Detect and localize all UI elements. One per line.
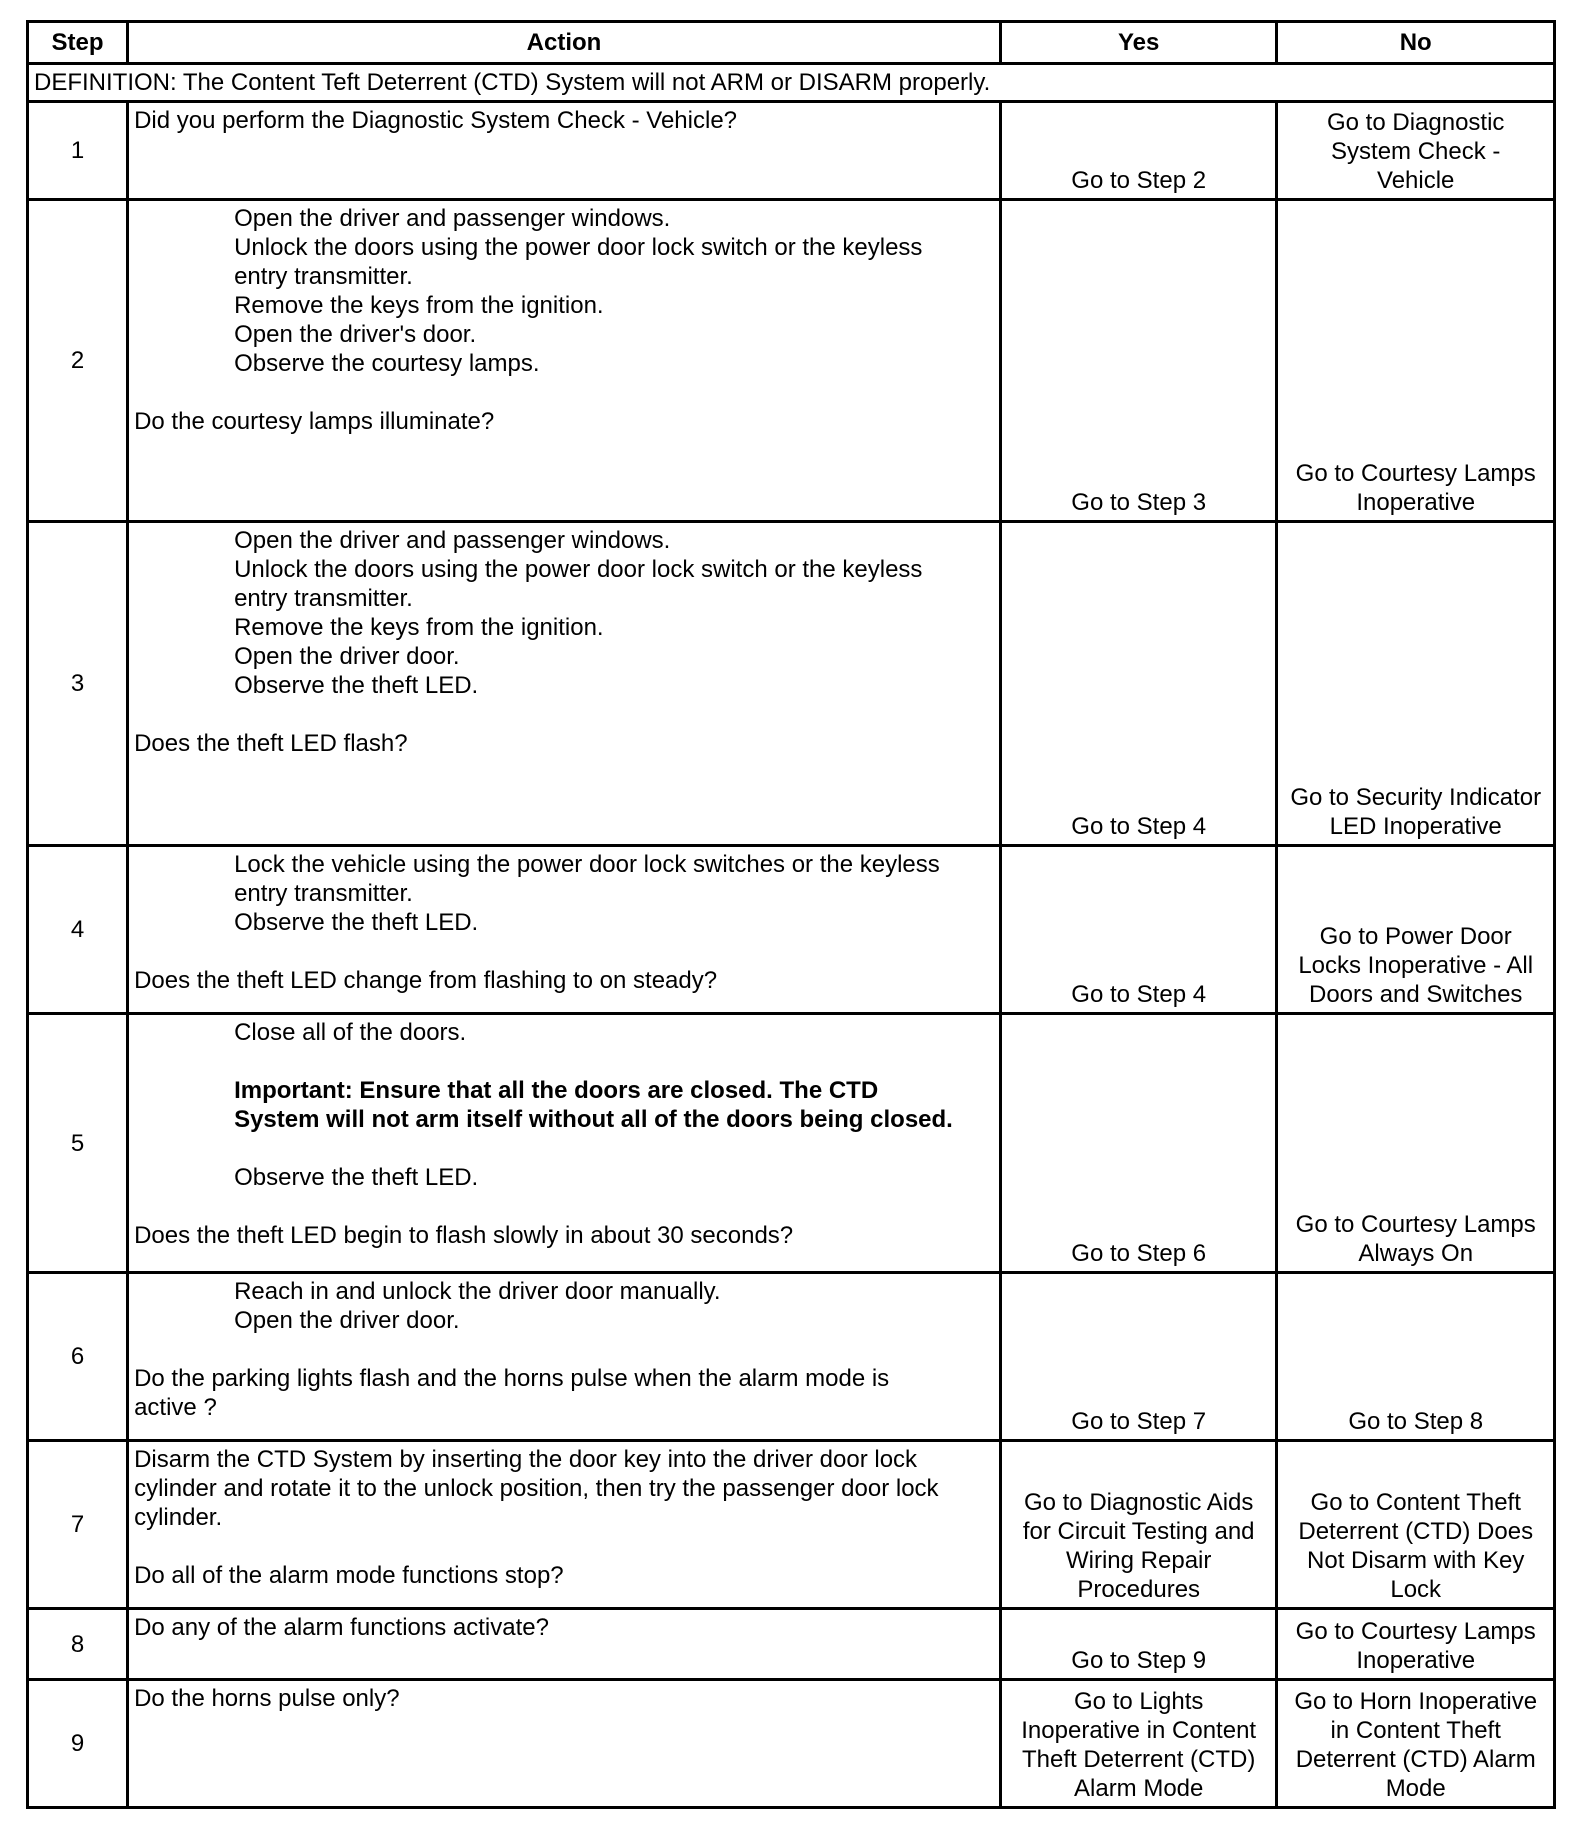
spacer xyxy=(134,1532,994,1561)
question-text: Does the theft LED begin to flash slowly in about 30 seconds? xyxy=(134,1222,794,1249)
instruction-line: Reach in and unlock the driver door manually. xyxy=(234,1278,721,1305)
no-line: Go to Diagnostic xyxy=(1327,109,1505,136)
no-line: Go to Content Theft xyxy=(1310,1489,1521,1516)
table-row xyxy=(28,522,1555,846)
instruction-line: Remove the keys from the ignition. xyxy=(234,292,604,319)
instruction-line: Unlock the doors using the power door lock switch or the keyless xyxy=(234,234,923,261)
instruction-line: Open the driver and passenger windows. xyxy=(234,527,671,554)
action-cell xyxy=(128,1609,1001,1680)
question-text: Do the parking lights flash and the horns pulse when the alarm mode is xyxy=(134,1365,890,1392)
yes-line: Go to Diagnostic Aids xyxy=(1023,1489,1254,1516)
yes-cell: Go to Step 6 xyxy=(1000,1014,1277,1273)
no-line: in Content Theft xyxy=(1330,1717,1501,1744)
instruction-line: entry transmitter. xyxy=(234,585,413,612)
step-number: 1 xyxy=(28,102,128,200)
instruction-line: Observe the theft LED. xyxy=(234,1164,479,1191)
no-cell xyxy=(1277,102,1555,200)
instruction-line: entry transmitter. xyxy=(234,880,413,907)
no-line: Mode xyxy=(1385,1775,1446,1802)
question-text: Did you perform the Diagnostic System Check - Vehicle? xyxy=(134,107,738,134)
yes-cell xyxy=(1000,1441,1277,1609)
important-note: Important: Ensure that all the doors are closed. The CTD xyxy=(234,1077,879,1104)
no-line: Lock xyxy=(1390,1576,1442,1603)
header-row xyxy=(28,22,1555,64)
no-line: Vehicle xyxy=(1377,167,1455,194)
instruction-line: Observe the theft LED. xyxy=(234,909,479,936)
no-cell xyxy=(1277,1441,1555,1609)
table-row xyxy=(28,1014,1555,1273)
instruction-line: Open the driver door. xyxy=(234,1307,460,1334)
no-line: Go to Courtesy Lamps xyxy=(1295,1211,1536,1238)
instruction-line: Remove the keys from the ignition. xyxy=(234,614,604,641)
step-number: 6 xyxy=(28,1273,128,1441)
step-number: 3 xyxy=(28,522,128,846)
action-cell xyxy=(128,1273,1001,1441)
no-line: Go to Courtesy Lamps xyxy=(1295,460,1536,487)
yes-line: Inoperative in Content xyxy=(1021,1717,1257,1744)
no-cell xyxy=(1277,1273,1555,1441)
yes-cell: Go to Step 7 xyxy=(1000,1273,1277,1441)
question-text: active ? xyxy=(134,1394,217,1421)
important-note: System will not arm itself without all of the doors being closed. xyxy=(234,1106,953,1133)
instruction-line: cylinder and rotate it to the unlock position, then try the passenger door lock xyxy=(134,1475,939,1502)
instruction-line: entry transmitter. xyxy=(234,263,413,290)
spacer xyxy=(134,378,994,407)
question-text: Do the horns pulse only? xyxy=(134,1685,400,1712)
spacer xyxy=(134,1134,994,1163)
step-number: 8 xyxy=(28,1609,128,1680)
definition-text: DEFINITION: The Content Teft Deterrent (CTD) System will not ARM or DISARM properly. xyxy=(28,64,1555,102)
diagnostic-table-wrapper xyxy=(26,20,1556,1809)
instruction-line: Observe the theft LED. xyxy=(234,672,479,699)
spacer xyxy=(134,700,994,729)
spacer xyxy=(134,937,994,966)
no-cell xyxy=(1277,1014,1555,1273)
no-line: Go to Power Door xyxy=(1319,923,1512,950)
instruction-line: Close all of the doors. xyxy=(234,1019,467,1046)
instruction-line: Disarm the CTD System by inserting the door key into the driver door lock xyxy=(134,1446,918,1473)
table-row xyxy=(28,1609,1555,1680)
header-yes: Yes xyxy=(1000,22,1277,64)
action-cell xyxy=(128,1680,1001,1808)
yes-line: for Circuit Testing and xyxy=(1022,1518,1255,1545)
no-line: Inoperative xyxy=(1356,489,1476,516)
step-number: 2 xyxy=(28,200,128,522)
spacer xyxy=(134,1047,994,1076)
step-number: 4 xyxy=(28,846,128,1014)
yes-cell xyxy=(1000,1680,1277,1808)
table-row xyxy=(28,846,1555,1014)
instruction-line: cylinder. xyxy=(134,1504,223,1531)
action-cell xyxy=(128,102,1001,200)
spacer xyxy=(134,1192,994,1221)
question-text: Do the courtesy lamps illuminate? xyxy=(134,408,495,435)
table-row xyxy=(28,1273,1555,1441)
instruction-line: Observe the courtesy lamps. xyxy=(234,350,540,377)
table-row xyxy=(28,102,1555,200)
question-text: Do any of the alarm functions activate? xyxy=(134,1614,549,1641)
instruction-line: Open the driver door. xyxy=(234,643,460,670)
table-row xyxy=(28,200,1555,522)
yes-cell: Go to Step 4 xyxy=(1000,522,1277,846)
yes-line: Procedures xyxy=(1077,1576,1201,1603)
table-row xyxy=(28,1441,1555,1609)
step-number: 7 xyxy=(28,1441,128,1609)
yes-line: Theft Deterrent (CTD) xyxy=(1021,1746,1256,1773)
no-line: Locks Inoperative - All xyxy=(1298,952,1534,979)
no-line: Deterrent (CTD) Does xyxy=(1298,1518,1534,1545)
no-line: Not Disarm with Key xyxy=(1307,1547,1525,1574)
no-line: Go to Security Indicator xyxy=(1290,784,1542,811)
table-row xyxy=(28,1680,1555,1808)
question-text: Does the theft LED change from flashing to on steady? xyxy=(134,967,718,994)
yes-line: Alarm Mode xyxy=(1074,1775,1204,1802)
header-step: Step xyxy=(28,22,128,64)
no-line: LED Inoperative xyxy=(1329,813,1502,840)
yes-cell: Go to Step 9 xyxy=(1000,1609,1277,1680)
question-text: Does the theft LED flash? xyxy=(134,730,408,757)
no-line: Go to Courtesy Lamps xyxy=(1295,1618,1536,1645)
instruction-line: Unlock the doors using the power door lock switch or the keyless xyxy=(234,556,923,583)
instruction-line: Lock the vehicle using the power door lock switches or the keyless xyxy=(234,851,940,878)
no-line: Doors and Switches xyxy=(1309,981,1523,1008)
no-line: Deterrent (CTD) Alarm xyxy=(1295,1746,1536,1773)
no-cell xyxy=(1277,846,1555,1014)
no-cell xyxy=(1277,1680,1555,1808)
spacer xyxy=(134,1335,994,1364)
no-line: Always On xyxy=(1358,1240,1474,1267)
question-text: Do all of the alarm mode functions stop? xyxy=(134,1562,564,1589)
no-line: Go to Step 8 xyxy=(1348,1408,1484,1435)
header-no: No xyxy=(1277,22,1555,64)
definition-row xyxy=(28,64,1555,102)
yes-cell: Go to Step 3 xyxy=(1000,200,1277,522)
action-cell xyxy=(128,846,1001,1014)
yes-line: Wiring Repair xyxy=(1066,1547,1212,1574)
no-line: System Check - xyxy=(1331,138,1501,165)
no-line: Inoperative xyxy=(1356,1647,1476,1674)
yes-line: Go to Lights xyxy=(1073,1688,1204,1715)
action-cell xyxy=(128,522,1001,846)
yes-cell: Go to Step 2 xyxy=(1000,102,1277,200)
instruction-line: Open the driver's door. xyxy=(234,321,477,348)
no-line: Go to Horn Inoperative xyxy=(1294,1688,1538,1715)
no-cell xyxy=(1277,522,1555,846)
no-cell xyxy=(1277,1609,1555,1680)
action-cell xyxy=(128,1441,1001,1609)
header-action: Action xyxy=(128,22,1001,64)
action-cell xyxy=(128,1014,1001,1273)
step-number: 9 xyxy=(28,1680,128,1808)
step-number: 5 xyxy=(28,1014,128,1273)
yes-cell: Go to Step 4 xyxy=(1000,846,1277,1014)
diagnostic-table xyxy=(26,20,1556,1809)
no-cell xyxy=(1277,200,1555,522)
instruction-line: Open the driver and passenger windows. xyxy=(234,205,671,232)
action-cell xyxy=(128,200,1001,522)
